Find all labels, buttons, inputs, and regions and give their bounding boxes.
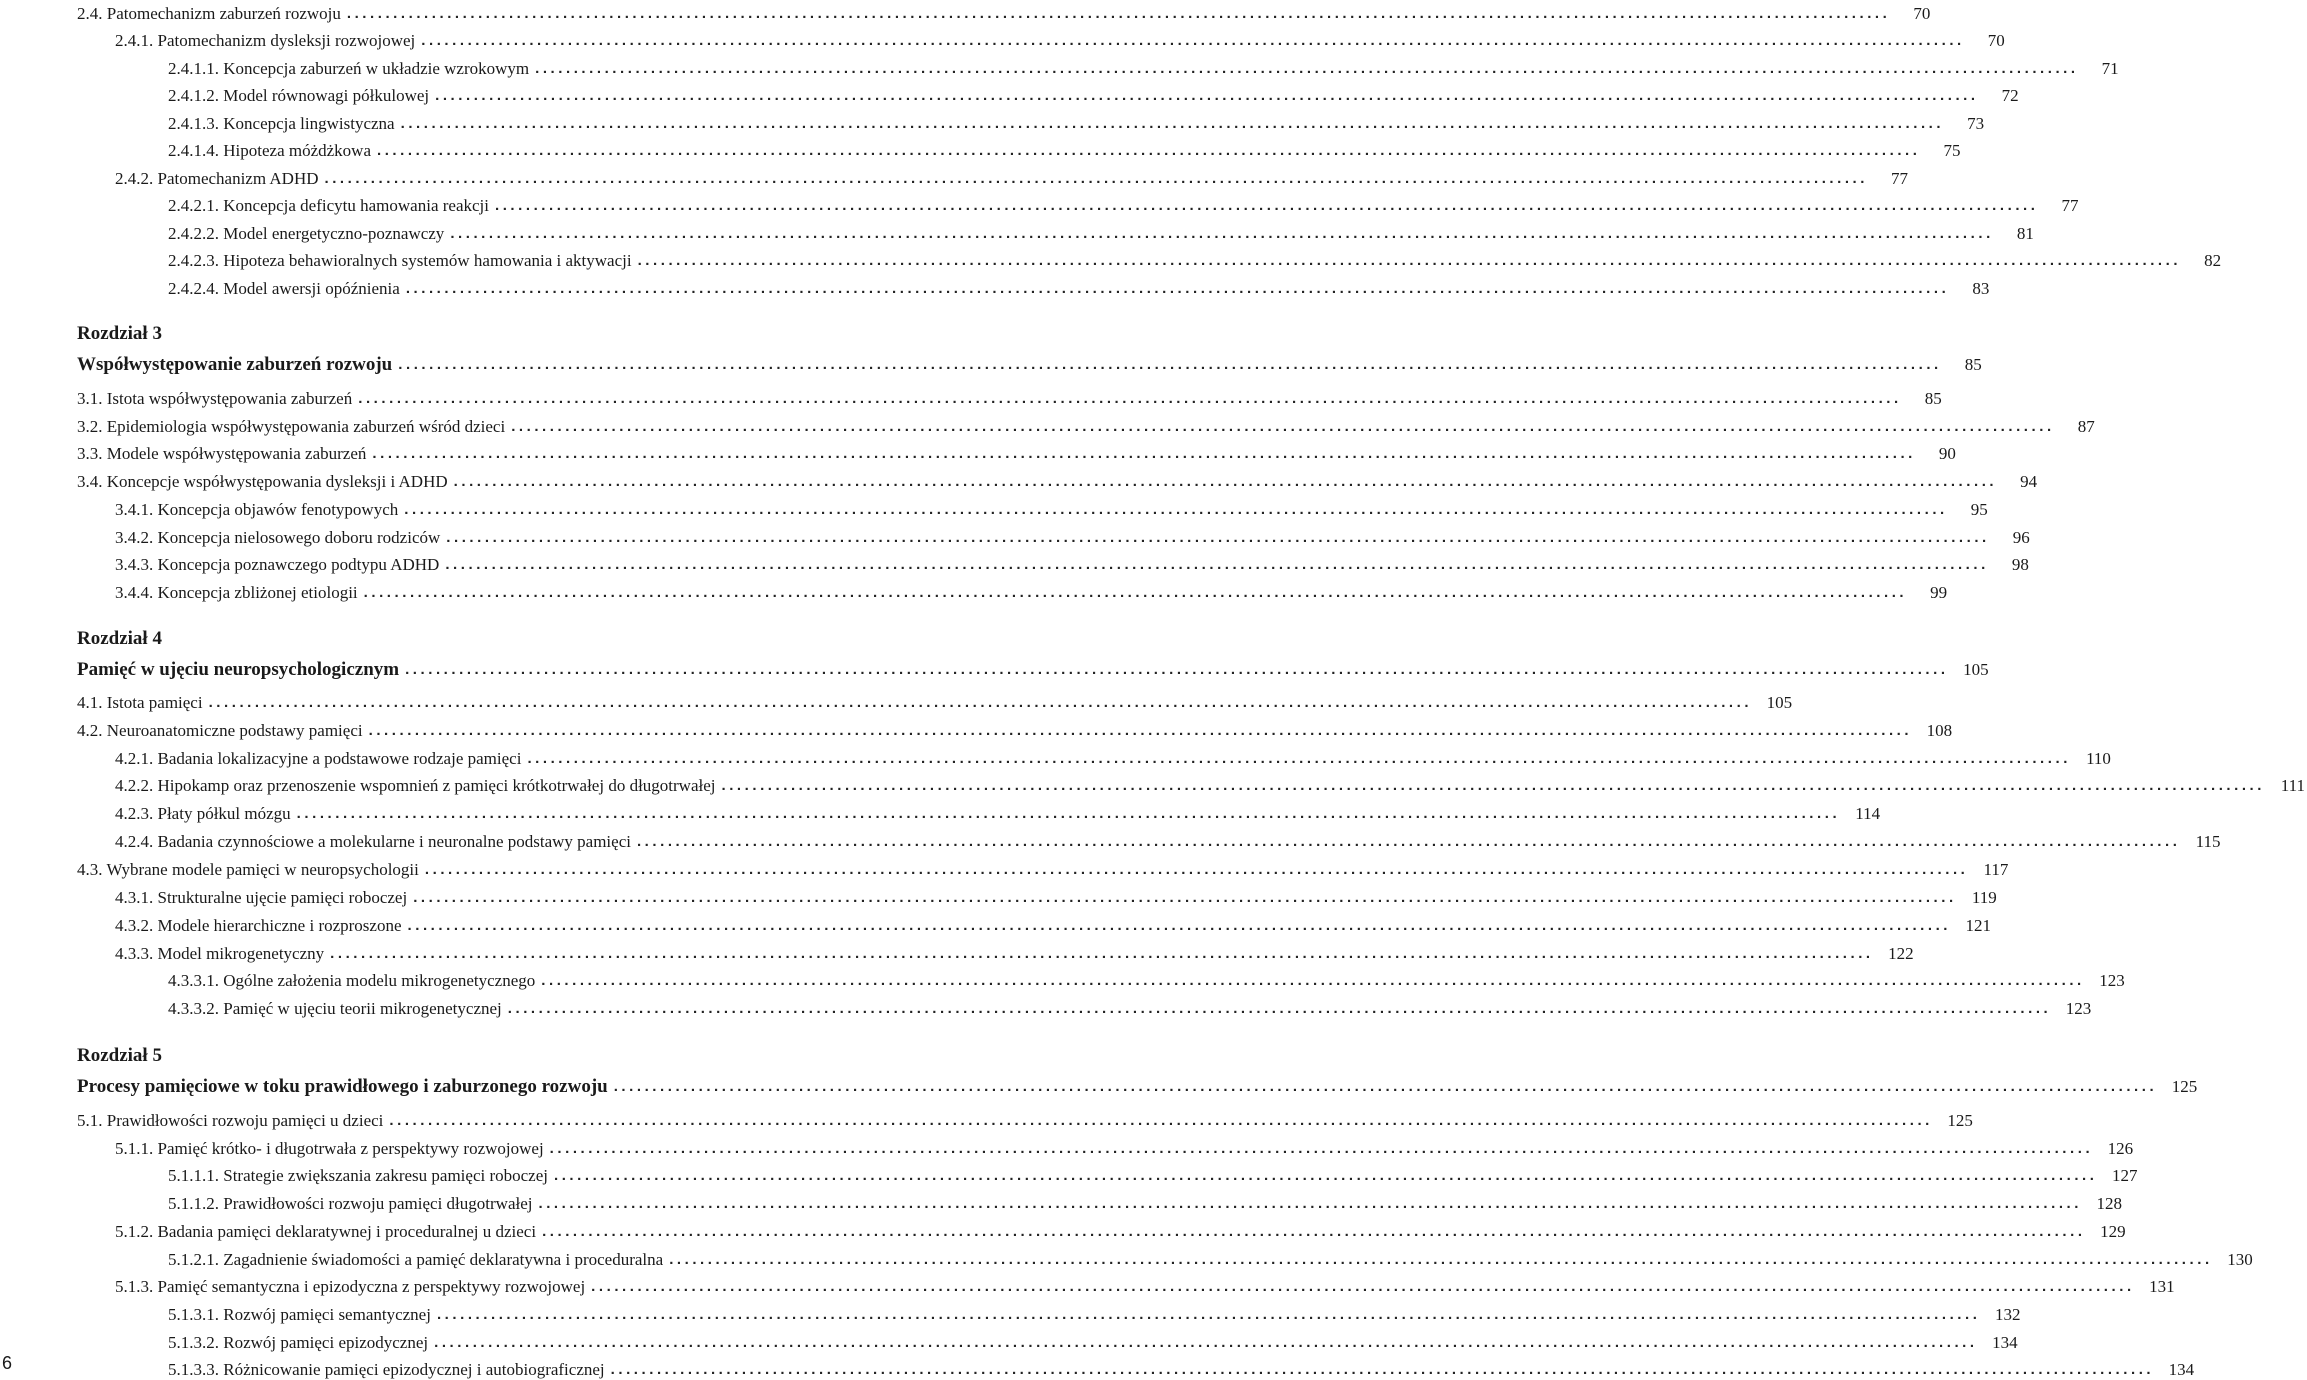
dot-leader: ........................................................................................................................................................................................................ — [511, 418, 2055, 435]
dot-leader: ........................................................................................................................................................................................................ — [389, 1112, 1933, 1129]
toc-label: 2.4. Patomechanizm zaburzeń rozwoju — [77, 4, 341, 23]
toc-label: 4.3.3.2. Pamięć w ujęciu teorii mikrogenetycznej — [168, 999, 502, 1018]
toc-page-number: 125 — [2171, 1077, 2198, 1096]
toc-page-number: 111 — [2280, 776, 2305, 795]
dot-leader: ........................................................................................................................................................................................................ — [363, 584, 1908, 601]
toc-page-number: 95 — [1970, 500, 1988, 519]
toc-label: 3.4.1. Koncepcja objawów fenotypowych — [115, 500, 399, 519]
chapter-heading: Rozdział 3 — [77, 323, 162, 344]
chapter-title-entry[interactable] — [77, 1073, 2198, 1097]
toc-label: 4.2.2. Hipokamp oraz przenoszenie wspomnień z pamięci krótkotrwałej do długotrwałej — [115, 776, 716, 795]
dot-leader: ........................................................................................................................................................................................................ — [436, 1306, 1981, 1323]
toc-page-number: 105 — [1963, 660, 1989, 679]
toc-label: 5.1.2.1. Zagadnienie świadomości a pamięć deklaratywna i proceduralna — [168, 1250, 664, 1269]
toc-page-number: 85 — [1964, 355, 1982, 374]
toc-label: 2.4.2.4. Model awersji opóźnienia — [168, 279, 400, 298]
dot-leader: ........................................................................................................................................................................................................ — [434, 1334, 1978, 1351]
toc-page-number: 128 — [2096, 1194, 2122, 1213]
dot-leader: ........................................................................................................................................................................................................ — [407, 917, 1952, 934]
dot-leader: ........................................................................................................................................................................................................ — [421, 32, 1965, 49]
chapter-heading: Rozdział 4 — [77, 628, 162, 649]
toc-page-number: 119 — [1971, 888, 1997, 907]
toc-page-number: 87 — [2077, 417, 2095, 436]
toc-entry[interactable] — [168, 192, 2079, 216]
toc-label: 4.2.4. Badania czynnościowe a molekularne i neuronalne podstawy pamięci — [115, 832, 631, 851]
toc-label: 5.1.3.2. Rozwój pamięci epizodycznej — [168, 1333, 429, 1352]
toc-page-number: 134 — [1992, 1333, 2018, 1352]
toc-label: 2.4.1.3. Koncepcja lingwistyczna — [168, 114, 395, 133]
toc-entry[interactable] — [115, 579, 1948, 603]
dot-leader: ........................................................................................................................................................................................................ — [346, 5, 1891, 22]
toc-page-number: 70 — [1987, 31, 2005, 50]
toc-entry[interactable] — [115, 524, 2030, 548]
dot-leader: ........................................................................................................................................................................................................ — [541, 972, 2085, 989]
dot-leader: ........................................................................................................................................................................................................ — [669, 1251, 2213, 1268]
toc-entry[interactable] — [168, 1246, 2253, 1270]
toc-page-number: 70 — [1913, 4, 1931, 23]
toc-label: 2.4.1.1. Koncepcja zaburzeń w układzie wzrokowym — [168, 59, 530, 78]
dot-leader: ........................................................................................................................................................................................................ — [450, 225, 1994, 242]
dot-leader: ........................................................................................................................................................................................................ — [535, 60, 2079, 77]
dot-leader: ........................................................................................................................................................................................................ — [368, 722, 1913, 739]
toc-label: 4.3.2. Modele hierarchiczne i rozproszone — [115, 916, 402, 935]
toc-entry[interactable] — [115, 940, 1914, 964]
dot-leader: ........................................................................................................................................................................................................ — [324, 170, 1868, 187]
toc-page-number: 71 — [2101, 59, 2119, 78]
toc-page-number: 125 — [1947, 1111, 1973, 1130]
dot-leader: ........................................................................................................................................................................................................ — [424, 861, 1969, 878]
dot-leader: ........................................................................................................................................................................................................ — [208, 694, 1753, 711]
toc-entry[interactable] — [115, 496, 1988, 520]
toc-label: 2.4.2.1. Koncepcja deficytu hamowania reakcji — [168, 196, 489, 215]
toc-label: 5.1. Prawidłowości rozwoju pamięci u dzieci — [77, 1111, 384, 1130]
toc-page-number: 105 — [1766, 693, 1793, 712]
toc-page-number: 99 — [1930, 583, 1948, 602]
toc-entry[interactable] — [168, 275, 1990, 299]
toc-page-number: 94 — [2020, 472, 2038, 491]
toc-page-number: 77 — [2061, 196, 2079, 215]
dot-leader: ........................................................................................................................................................................................................ — [405, 661, 1949, 678]
toc-entry[interactable] — [115, 1218, 2126, 1242]
dot-leader: ........................................................................................................................................................................................................ — [507, 1000, 2052, 1017]
dot-leader: ........................................................................................................................................................................................................ — [538, 1195, 2082, 1212]
toc-page-number: 123 — [2099, 971, 2125, 990]
toc-entry[interactable] — [115, 884, 1997, 908]
dot-leader: ........................................................................................................................................................................................................ — [398, 356, 1942, 373]
toc-label: 5.1.1.2. Prawidłowości rozwoju pamięci długotrwałej — [168, 1194, 533, 1213]
toc-label: 4.3.1. Strukturalne ujęcie pamięci roboczej — [115, 888, 408, 907]
dot-leader: ........................................................................................................................................................................................................ — [721, 777, 2265, 794]
toc-label: 2.4.2. Patomechanizm ADHD — [115, 169, 319, 188]
toc-page-number: 85 — [1924, 389, 1942, 408]
toc-entry[interactable] — [168, 1190, 2122, 1214]
dot-leader: ........................................................................................................................................................................................................ — [613, 1078, 2158, 1095]
toc-entry[interactable] — [168, 1356, 2195, 1380]
dot-leader: ........................................................................................................................................................................................................ — [636, 833, 2181, 850]
toc-label: 5.1.1.1. Strategie zwiększania zakresu pamięci roboczej — [168, 1166, 548, 1185]
toc-label: 3.4.3. Koncepcja poznawczego podtypu ADHD — [115, 555, 440, 574]
dot-leader: ........................................................................................................................................................................................................ — [296, 805, 1841, 822]
dot-leader: ........................................................................................................................................................................................................ — [527, 750, 2071, 767]
toc-page-number: 114 — [1855, 804, 1881, 823]
toc-page-number: 129 — [2100, 1222, 2126, 1241]
toc-label: Procesy pamięciowe w toku prawidłowego i zaburzonego rozwoju — [77, 1076, 608, 1097]
toc-label: 3.4.4. Koncepcja zbliżonej etiologii — [115, 583, 358, 602]
toc-label: 5.1.3. Pamięć semantyczna i epizodyczna z perspektywy rozwojowej — [115, 1277, 586, 1296]
toc-label: Pamięć w ujęciu neuropsychologicznym — [77, 659, 400, 680]
toc-entry[interactable] — [77, 468, 2038, 492]
toc-entry[interactable] — [77, 440, 1956, 464]
toc-label: Współwystępowanie zaburzeń rozwoju — [77, 354, 393, 375]
dot-leader: ........................................................................................................................................................................................................ — [453, 473, 1998, 490]
toc-entry[interactable] — [115, 912, 1992, 936]
toc-entry[interactable] — [168, 995, 2092, 1019]
toc-entry[interactable] — [168, 220, 2034, 244]
toc-label: 3.4.2. Koncepcja nielosowego doboru rodziców — [115, 528, 441, 547]
toc-label: 4.1. Istota pamięci — [77, 693, 203, 712]
toc-page-number: 108 — [1926, 721, 1953, 740]
toc-entry[interactable] — [168, 1162, 2138, 1186]
toc-entry[interactable] — [115, 27, 2005, 51]
dot-leader: ........................................................................................................................................................................................................ — [404, 501, 1948, 518]
dot-leader: ........................................................................................................................................................................................................ — [358, 390, 1902, 407]
toc-label: 4.3.3. Model mikrogenetyczny — [115, 944, 325, 963]
toc-page-number: 72 — [2001, 86, 2019, 105]
toc-page-number: 75 — [1943, 141, 1961, 160]
toc-label: 2.4.1. Patomechanizm dysleksji rozwojowej — [115, 31, 416, 50]
toc-page-number: 110 — [2086, 749, 2111, 768]
toc-page-number: 127 — [2111, 1166, 2138, 1185]
toc-entry[interactable] — [115, 1135, 2134, 1159]
toc-entry[interactable] — [77, 856, 2009, 880]
toc-label: 3.2. Epidemiologia współwystępowania zaburzeń wśród dzieci — [77, 417, 506, 436]
toc-entry[interactable] — [115, 165, 1908, 189]
toc-page-number: 126 — [2107, 1139, 2134, 1158]
toc-entry[interactable] — [115, 551, 2029, 575]
toc-entry[interactable] — [115, 800, 1881, 824]
dot-leader: ........................................................................................................................................................................................................ — [553, 1167, 2098, 1184]
toc-label: 5.1.2. Badania pamięci deklaratywnej i proceduralnej u dzieci — [115, 1222, 537, 1241]
toc-entry[interactable] — [168, 247, 2222, 271]
toc-page-number: 83 — [1972, 279, 1990, 298]
dot-leader: ........................................................................................................................................................................................................ — [372, 445, 1916, 462]
toc-page-number: 90 — [1938, 444, 1956, 463]
dot-leader: ........................................................................................................................................................................................................ — [610, 1361, 2155, 1378]
toc-page-number: 132 — [1994, 1305, 2021, 1324]
chapter-title-entry[interactable] — [77, 656, 1989, 680]
dot-leader: ........................................................................................................................................................................................................ — [413, 889, 1957, 906]
toc-page-number: 81 — [2016, 224, 2034, 243]
toc-entry[interactable] — [115, 828, 2221, 852]
toc-page-number: 123 — [2065, 999, 2092, 1018]
toc-entry[interactable] — [77, 1107, 1973, 1131]
dot-leader: ........................................................................................................................................................................................................ — [542, 1223, 2086, 1240]
toc-entry[interactable] — [115, 745, 2111, 769]
toc-entry[interactable] — [115, 772, 2305, 796]
toc-label: 2.4.1.2. Model równowagi półkulowej — [168, 86, 430, 105]
toc-entry[interactable] — [168, 967, 2125, 991]
toc-page-number: 82 — [2204, 251, 2222, 270]
dot-leader: ........................................................................................................................................................................................................ — [494, 197, 2039, 214]
toc-page-number: 122 — [1888, 944, 1914, 963]
toc-entry[interactable] — [77, 689, 1793, 713]
toc-label: 4.2.1. Badania lokalizacyjne a podstawowe rodzaje pamięci — [115, 749, 522, 768]
toc-entry[interactable] — [115, 1273, 2175, 1297]
toc-entry[interactable] — [168, 110, 1985, 134]
toc-entry[interactable] — [77, 0, 1931, 24]
toc-page-number: 134 — [2168, 1360, 2195, 1379]
toc-page-number: 115 — [2195, 832, 2221, 851]
toc-label: 2.4.1.4. Hipoteza móżdżkowa — [168, 141, 371, 160]
dot-leader: ........................................................................................................................................................................................................ — [549, 1140, 2094, 1157]
toc-label: 5.1.1. Pamięć krótko- i długotrwała z perspektywy rozwojowej — [115, 1139, 544, 1158]
toc-entry[interactable] — [77, 385, 1942, 409]
dot-leader: ........................................................................................................................................................................................................ — [591, 1278, 2135, 1295]
toc-page-number: 96 — [2012, 528, 2030, 547]
toc-entry[interactable] — [77, 717, 1953, 741]
toc-label: 4.2. Neuroanatomiczne podstawy pamięci — [77, 721, 363, 740]
chapter-heading: Rozdział 5 — [77, 1045, 162, 1066]
chapter-title-entry[interactable] — [77, 351, 1982, 375]
toc-label: 4.3. Wybrane modele pamięci w neuropsychologii — [77, 860, 419, 879]
toc-label: 3.4. Koncepcje współwystępowania dysleksji i ADHD — [77, 472, 448, 491]
toc-label: 4.3.3.1. Ogólne założenia modelu mikrogenetycznego — [168, 971, 536, 990]
toc-page-number: 121 — [1965, 916, 1992, 935]
toc-label: 5.1.3.3. Różnicowanie pamięci epizodycznej i autobiograficznej — [168, 1360, 605, 1379]
toc-page-number: 77 — [1891, 169, 1908, 188]
toc-entry[interactable] — [168, 1329, 2018, 1353]
toc-label: 2.4.2.3. Hipoteza behawioralnych systemów hamowania i aktywacji — [168, 251, 632, 270]
dot-leader: ........................................................................................................................................................................................................ — [377, 142, 1921, 159]
toc-entry[interactable] — [168, 137, 1961, 161]
toc-page-number: 130 — [2227, 1250, 2253, 1269]
toc-page-number: 98 — [2011, 555, 2029, 574]
toc-label: 3.1. Istota współwystępowania zaburzeń — [77, 389, 353, 408]
dot-leader: ........................................................................................................................................................................................................ — [330, 945, 1874, 962]
toc-entry[interactable] — [168, 1301, 2021, 1325]
toc-entry[interactable] — [77, 413, 2095, 437]
dot-leader: ........................................................................................................................................................................................................ — [400, 115, 1945, 132]
toc-entry[interactable] — [168, 82, 2019, 106]
dot-leader: ........................................................................................................................................................................................................ — [445, 556, 1989, 573]
dot-leader: ........................................................................................................................................................................................................ — [435, 87, 1979, 104]
toc-page-number: 117 — [1983, 860, 2009, 879]
dot-leader: ........................................................................................................................................................................................................ — [405, 280, 1950, 297]
toc-page-number: 131 — [2149, 1277, 2175, 1296]
toc-entry[interactable] — [168, 55, 2119, 79]
toc-page-number: 73 — [1967, 114, 1985, 133]
toc-label: 4.2.3. Płaty półkul mózgu — [115, 804, 291, 823]
toc-label: 3.3. Modele współwystępowania zaburzeń — [77, 444, 367, 463]
toc-label: 5.1.3.1. Rozwój pamięci semantycznej — [168, 1305, 431, 1324]
dot-leader: ........................................................................................................................................................................................................ — [637, 252, 2182, 269]
page-number: 6 — [2, 1353, 13, 1373]
toc-label: 2.4.2.2. Model energetyczno-poznawczy — [168, 224, 445, 243]
dot-leader: ........................................................................................................................................................................................................ — [446, 529, 1990, 546]
